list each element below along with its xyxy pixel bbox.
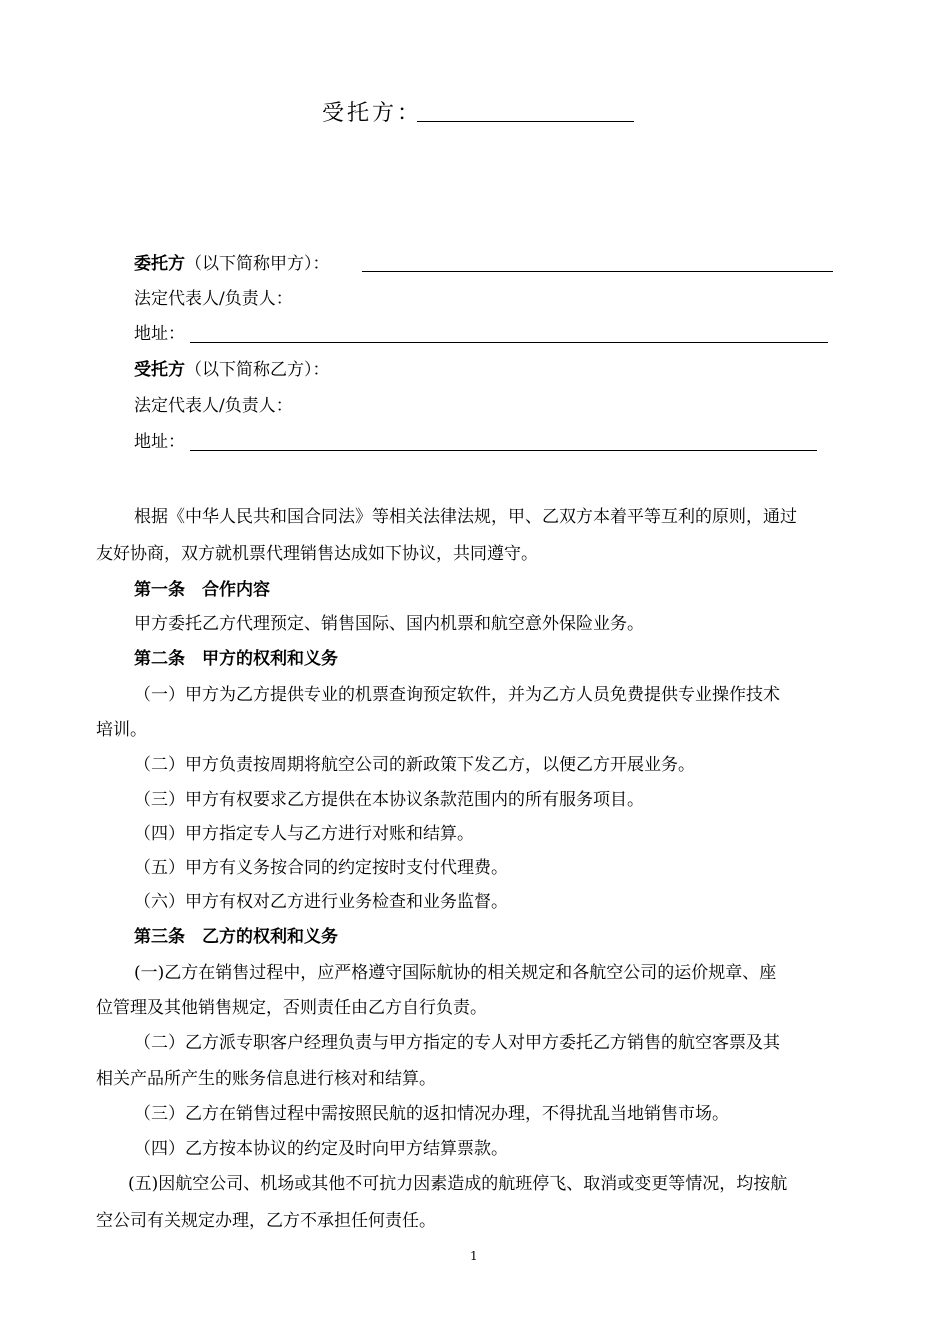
article-1-heading: 第一条 合作内容	[134, 580, 270, 600]
party-b-line	[134, 360, 330, 380]
intro-line-1: 根据《中华人民共和国合同法》等相关法律法规，甲、乙双方本着平等互利的原则，通过	[134, 507, 797, 527]
article-3-item-3: （三）乙方在销售过程中需按照民航的返扣情况办理，不得扰乱当地销售市场。	[134, 1104, 729, 1124]
party-b-address-label: 地址：	[134, 432, 185, 452]
article-3-item-5-line-1: (五)因航空公司、机场或其他不可抗力因素造成的航班停飞、取消或变更等情况，均按航	[128, 1174, 788, 1194]
article-3-heading: 第三条 乙方的权利和义务	[134, 927, 338, 947]
article-2-item-5: （五）甲方有义务按合同的约定按时支付代理费。	[134, 858, 508, 878]
party-a-line	[134, 254, 330, 274]
party-a-representative: 法定代表人/负责人：	[134, 289, 293, 309]
article-2-heading: 第二条 甲方的权利和义务	[134, 649, 338, 669]
article-3-item-4: （四）乙方按本协议的约定及时向甲方结算票款。	[134, 1139, 508, 1159]
article-2-item-1-line-2: 培训。	[96, 720, 147, 740]
recipient-title: 受托方：	[322, 101, 423, 126]
party-a-label: 委托方	[134, 254, 185, 274]
article-2-item-2: （二）甲方负责按周期将航空公司的新政策下发乙方，以便乙方开展业务。	[134, 755, 695, 775]
article-3-item-1-line-2: 位管理及其他销售规定，否则责任由乙方自行负责。	[96, 998, 487, 1018]
article-2-item-4: （四）甲方指定专人与乙方进行对账和结算。	[134, 824, 474, 844]
party-b-suffix: （以下简称乙方）：	[185, 360, 330, 380]
recipient-name-blank	[417, 121, 634, 122]
party-b-representative: 法定代表人/负责人：	[134, 396, 293, 416]
article-3-item-5-line-2: 空公司有关规定办理，乙方不承担任何责任。	[96, 1211, 436, 1231]
party-a-address-blank	[190, 342, 828, 343]
article-3-item-2-line-1: （二）乙方派专职客户经理负责与甲方指定的专人对甲方委托乙方销售的航空客票及其	[134, 1033, 780, 1053]
party-b-label: 受托方	[134, 360, 185, 380]
party-b-address-blank	[190, 450, 817, 451]
article-2-item-1-line-1: （一）甲方为乙方提供专业的机票查询预定软件，并为乙方人员免费提供专业操作技术	[134, 685, 780, 705]
party-a-suffix: （以下简称甲方）：	[185, 254, 330, 274]
party-a-address-label: 地址：	[134, 324, 185, 344]
article-2-item-6: （六）甲方有权对乙方进行业务检查和业务监督。	[134, 892, 508, 912]
page-number: 1	[470, 1249, 478, 1263]
article-3-item-1-line-1: (一)乙方在销售过程中，应严格遵守国际航协的相关规定和各航空公司的运价规章、座	[134, 963, 777, 983]
intro-line-2: 友好协商，双方就机票代理销售达成如下协议，共同遵守。	[96, 544, 538, 564]
article-2-item-3: （三）甲方有权要求乙方提供在本协议条款范围内的所有服务项目。	[134, 790, 644, 810]
party-a-name-blank	[362, 271, 833, 272]
article-1-text: 甲方委托乙方代理预定、销售国际、国内机票和航空意外保险业务。	[134, 614, 644, 634]
article-3-item-2-line-2: 相关产品所产生的账务信息进行核对和结算。	[96, 1069, 436, 1089]
